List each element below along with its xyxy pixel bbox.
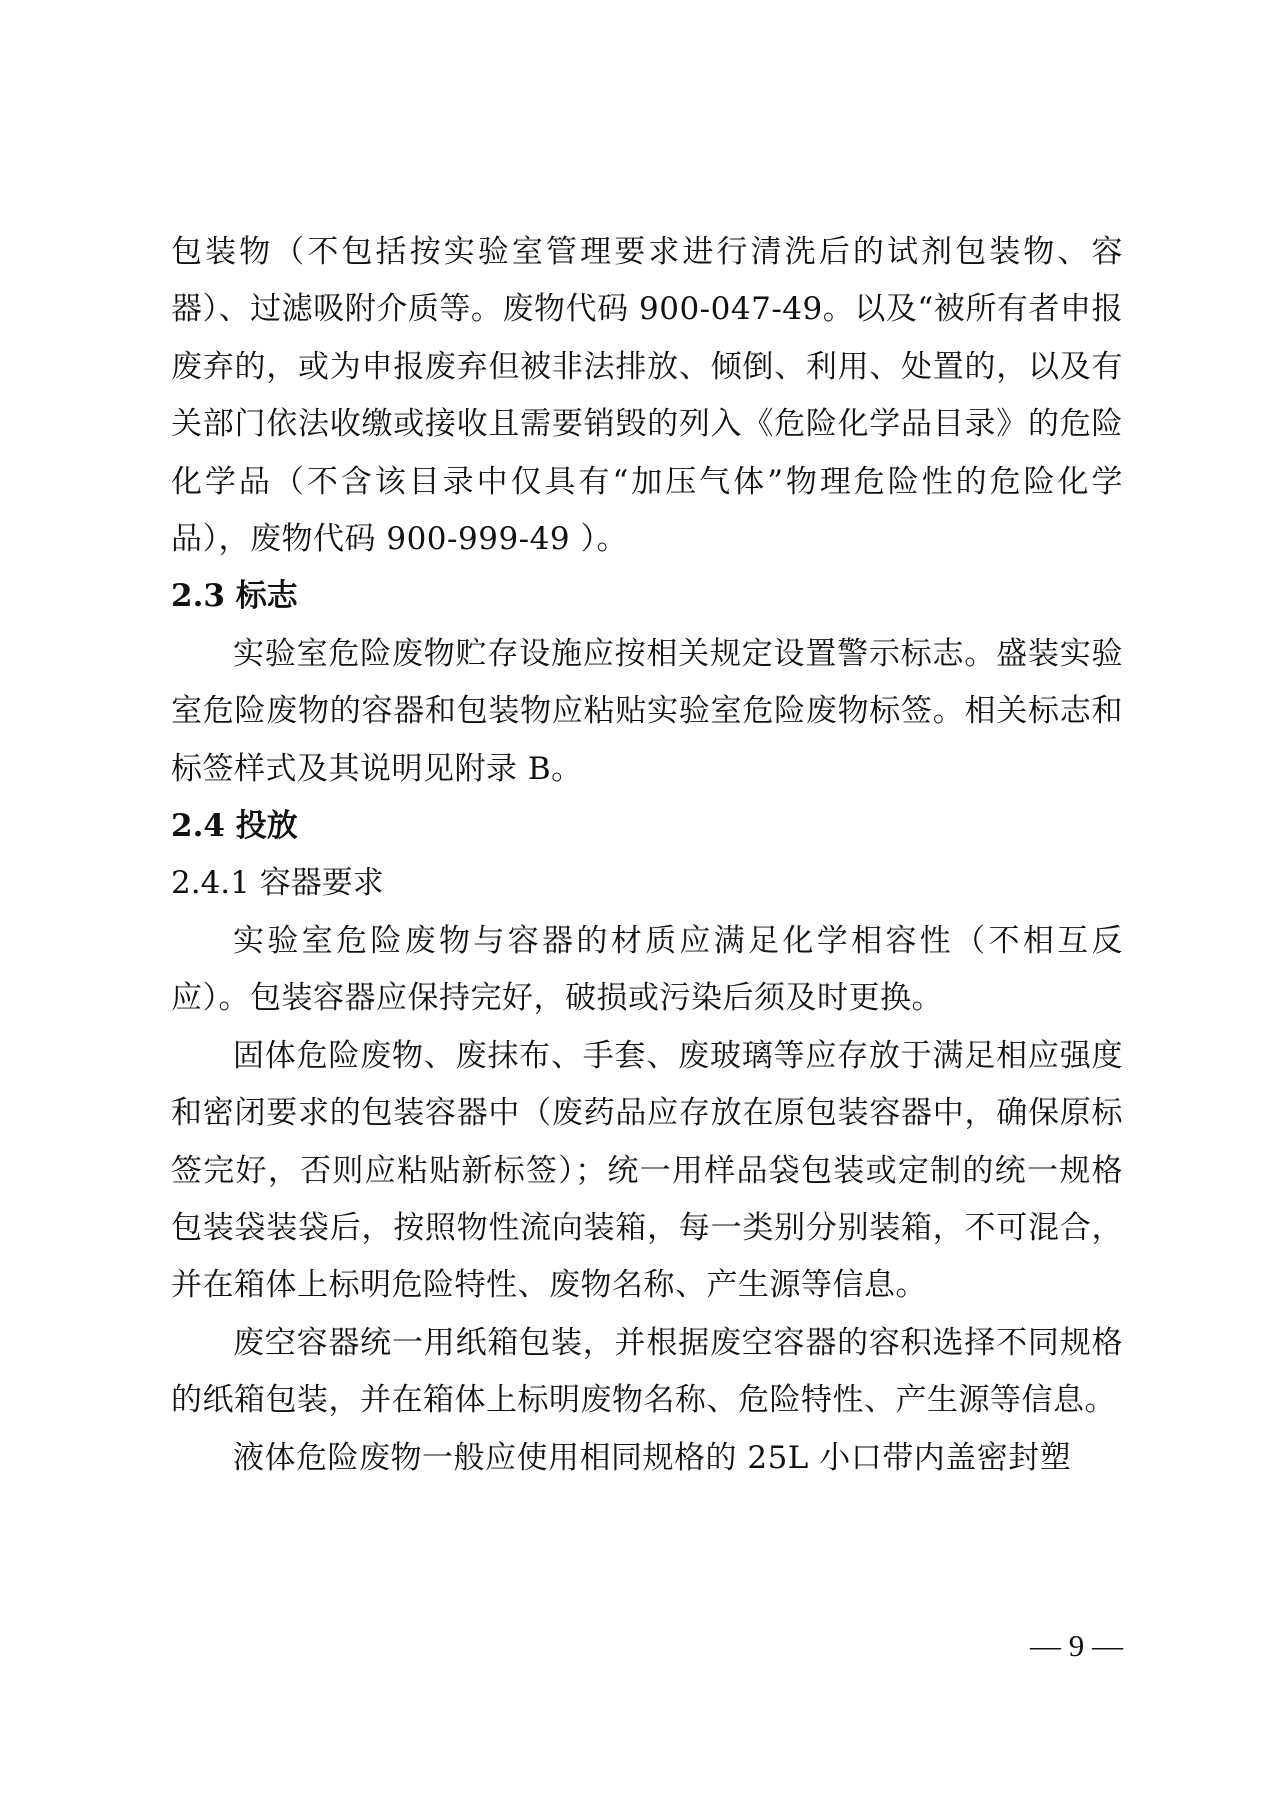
empty-container-paragraph: 废空容器统一用纸箱包装，并根据废空容器的容积选择不同规格的纸箱包装，并在箱体上标明废物名称、危险特性、产生源等信息。 [171,1324,1123,1419]
section-heading-2-4: 2.4 投放 [171,808,298,845]
continued-paragraph: 包装物（不包括按实验室管理要求进行清洗后的试剂包装物、容器）、过滤吸附介质等。废物代码 900-047-49。以及“被所有者申报废弃的，或为申报废弃但被非法排放、倾倒、利用、处置的，以及有关部门依法收缴或接收且需要销毁的列入《危险化学品目录》的危险化学品（不含该目录中仅具有“加压气体”物理危险性的危险化学品），废物代码 900-999-49 ）。 [171,234,1123,558]
page-number: — 9 — [1030,1628,1123,1663]
liquid-waste-paragraph: 液体危险废物一般应使用相同规格的 25L 小口带内盖密封塑 [233,1439,1072,1476]
section-2-3-paragraph: 实验室危险废物贮存设施应按相关规定设置警示标志。盛装实验室危险废物的容器和包装物应粘贴实验室危险废物标签。相关标志和标签样式及其说明见附录 B。 [171,635,1123,787]
subsection-heading-2-4-1: 2.4.1 容器要求 [171,865,384,902]
page-body [171,224,1123,1487]
container-material-paragraph: 实验室危险废物与容器的材质应满足化学相容性（不相互反应）。包装容器应保持完好，破损或污染后须及时更换。 [171,922,1123,1017]
solid-waste-paragraph: 固体危险废物、废抹布、手套、废玻璃等应存放于满足相应强度和密闭要求的包装容器中（废药品应存放在原包装容器中，确保原标签完好，否则应粘贴新标签）；统一用样品袋包装或定制的统一规格包装袋装袋后，按照物性流向装箱，每一类别分别装箱，不可混合，并在箱体上标明危险特性、废物名称、产生源等信息。 [171,1037,1123,1304]
section-heading-2-3: 2.3 标志 [171,578,298,615]
